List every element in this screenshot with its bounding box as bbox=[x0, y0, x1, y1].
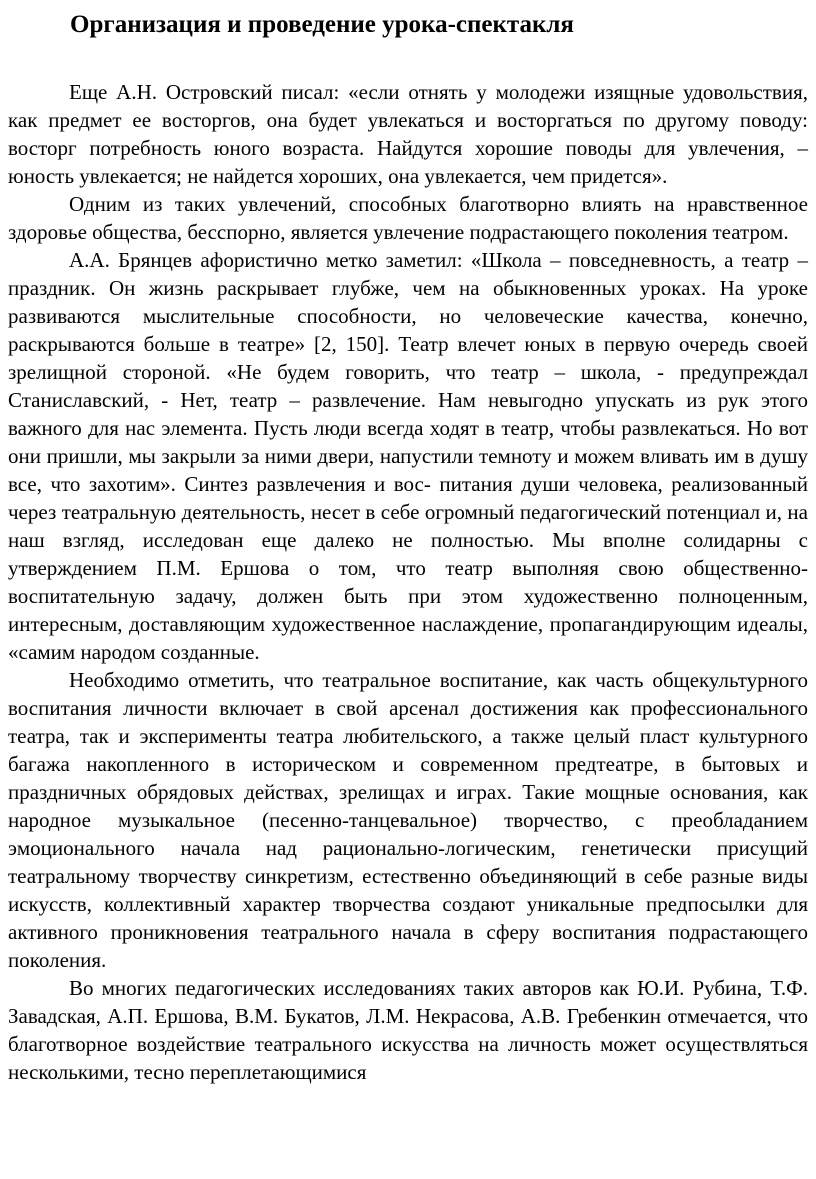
document-body bbox=[8, 78, 808, 1086]
paragraph-ostrovsky-quote: Еще А.Н. Островский писал: «если отнять у молодежи изящные удовольствия, как предмет ее восторгов, она будет увлекаться и восторгаться по другому поводу: восторг потребность юного возраста. Найдутся хорошие поводы для увлечения, – юность увлекается; не найдется хороших, она увлекается, чем придется». bbox=[8, 80, 808, 188]
document-title: Организация и проведение урока-спектакля bbox=[70, 11, 574, 38]
paragraph-theatre-education: Необходимо отметить, что театральное воспитание, как часть общекультурного воспитания личности включает в свой арсенал достижения как профессионального театра, так и эксперименты театра любительского, а также целый пласт культурного багажа накопленного в историческом и современном предтеатре, в бытовых и праздничных обрядовых действах, зрелищах и играх. Такие мощные основания, как народное музыкальное (песенно-танцевальное) творчество, с преобладанием эмоционального начала над рационально-логическим, генетически присущий театральному творчеству синкретизм, естественно объединяющий в себе разные виды искусств, коллективный характер творчества создают уникальные предпосылки для активного проникновения театрального начала в сферу воспитания подрастающего поколения. bbox=[8, 668, 808, 972]
paragraph-research-authors: Во многих педагогических исследованиях таких авторов как Ю.И. Рубина, Т.Ф. Завадская, А.П. Ершова, В.М. Букатов, Л.М. Некрасова, А.В. Гребенкин отмечается, что благотворное воздействие театрального искусства на личность может осуществляться несколькими, тесно переплетающимися bbox=[8, 976, 808, 1084]
paragraph-theatre-interest: Одним из таких увлечений, способных благотворно влиять на нравственное здоровье общества, бесспорно, является увлечение подрастающего поколения театром. bbox=[8, 192, 808, 244]
paragraph-bryantsev-quote: А.А. Брянцев афористично метко заметил: «Школа – повседневность, а театр – праздник. Он жизнь раскрывает глубже, чем на обыкновенных уроках. На уроке развиваются мыслительные способности, но человеческие качества, конечно, раскрываются больше в театре» [2, 150]. Театр влечет юных в первую очередь своей зрелищной стороной. «Не будем говорить, что театр – школа, - предупреждал Станиславский, - Нет, театр – развлечение. Нам невыгодно упускать из рук этого важного для нас элемента. Пусть люди всегда ходят в театр, чтобы развлекаться. Но вот они пришли, мы закрыли за ними двери, напустили темноту и можем вливать им в душу все, что захотим». Синтез развлечения и вос- питания души человека, реализованный через театральную деятельность, несет в себе огромный педагогический потенциал и, на наш взгляд, исследован еще далеко не полностью. Мы вполне солидарны с утверждением П.М. Ершова о том, что театр выполняя свою общественно-воспитательную задачу, должен быть при этом художественно полноценным, интересным, доставляющим художественное наслаждение, пропагандирующим идеалы, «самим народом созданные. bbox=[8, 248, 808, 664]
